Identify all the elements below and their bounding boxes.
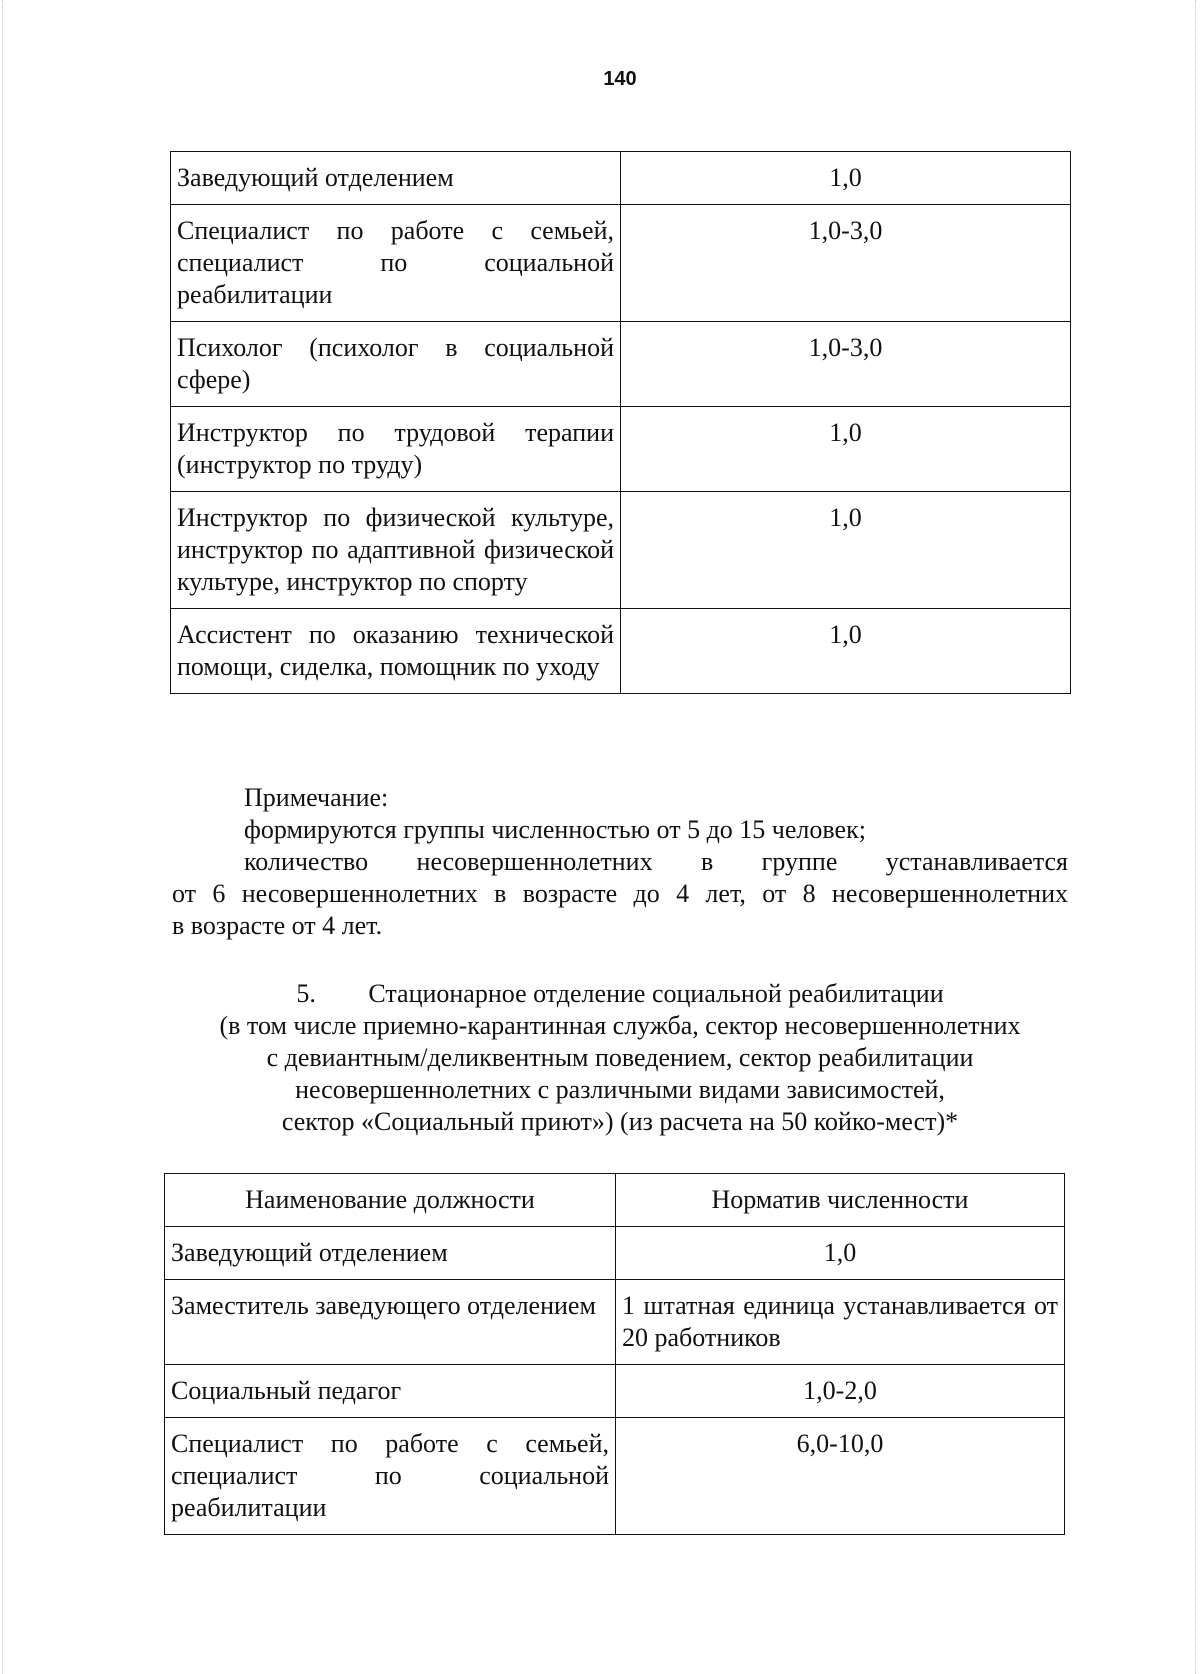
position-cell: Ассистент по оказанию технической помощи, сиделка, помощник по уходу: [171, 609, 621, 694]
position-cell: Инструктор по трудовой терапии (инструктор по труду): [171, 407, 621, 492]
position-cell: Социальный педагог: [165, 1365, 616, 1418]
table-row: [165, 1227, 1065, 1280]
norm-cell: 1,0-3,0: [621, 205, 1071, 322]
table-row: [171, 609, 1071, 694]
note-line: количество несовершеннолетних в группе устанавливается: [244, 847, 1068, 876]
norm-cell: 1,0: [621, 609, 1071, 694]
position-cell: Заведующий отделением: [171, 152, 621, 205]
table-row: [171, 492, 1071, 609]
norm-cell: 1,0: [621, 152, 1071, 205]
scan-edge-right: [1187, 0, 1196, 1674]
position-cell: Заведующий отделением: [165, 1227, 616, 1280]
note-line: от 6 несовершеннолетних в возрасте до 4 лет, от 8 несовершеннолетних: [172, 879, 1068, 908]
section-title-line: (в том числе приемно-карантинная служба, сектор несовершеннолетних: [219, 1011, 1021, 1040]
norm-cell: 1,0-3,0: [621, 322, 1071, 407]
staff-norms-table-section-5: [164, 1173, 1065, 1535]
table-row: [171, 407, 1071, 492]
position-cell: Инструктор по физической культуре, инструктор по адаптивной физической культуре, инструктор по спорту: [171, 492, 621, 609]
scan-edge-left: [2, 0, 11, 1674]
norm-cell: 1,0-2,0: [616, 1365, 1065, 1418]
table-row: [171, 322, 1071, 407]
section-title-line: несовершеннолетних с различными видами зависимостей,: [295, 1075, 945, 1104]
table-row: [165, 1418, 1065, 1535]
note-line: формируются группы численностью от 5 до 15 человек;: [244, 815, 866, 844]
position-cell: Психолог (психолог в социальной сфере): [171, 322, 621, 407]
table-row: [165, 1365, 1065, 1418]
section-heading: [170, 978, 1070, 1138]
norm-cell: 1,0: [616, 1227, 1065, 1280]
table-header-row: [165, 1174, 1065, 1227]
norm-cell: 1 штатная единица устанавливается от 20 работников: [616, 1280, 1065, 1365]
table-row: [165, 1280, 1065, 1365]
column-header-norm: Норматив численности: [616, 1174, 1065, 1227]
note-line: в возрасте от 4 лет.: [172, 911, 383, 940]
norm-cell: 6,0-10,0: [616, 1418, 1065, 1535]
note-heading: Примечание:: [244, 783, 389, 812]
page-number: 140: [603, 68, 637, 90]
section-title-line: сектор «Социальный приют») (из расчета на 50 койко-мест)*: [281, 1107, 959, 1136]
section-number: 5.: [296, 979, 316, 1008]
position-cell: Специалист по работе с семьей, специалист по социальной реабилитации: [165, 1418, 616, 1535]
staff-norms-table-top: [170, 151, 1071, 694]
position-cell: Специалист по работе с семьей, специалист по социальной реабилитации: [171, 205, 621, 322]
norm-cell: 1,0: [621, 407, 1071, 492]
note-block: [172, 782, 1068, 942]
position-cell: Заместитель заведующего отделением: [165, 1280, 616, 1365]
section-title-text: Стационарное отделение социальной реабилитации: [368, 979, 944, 1008]
section-title-line: с девиантным/деликвентным поведением, сектор реабилитации: [266, 1043, 974, 1072]
column-header-position: Наименование должности: [165, 1174, 616, 1227]
table-row: [171, 205, 1071, 322]
table-row: [171, 152, 1071, 205]
section-title-line: [170, 978, 1070, 1010]
norm-cell: 1,0: [621, 492, 1071, 609]
